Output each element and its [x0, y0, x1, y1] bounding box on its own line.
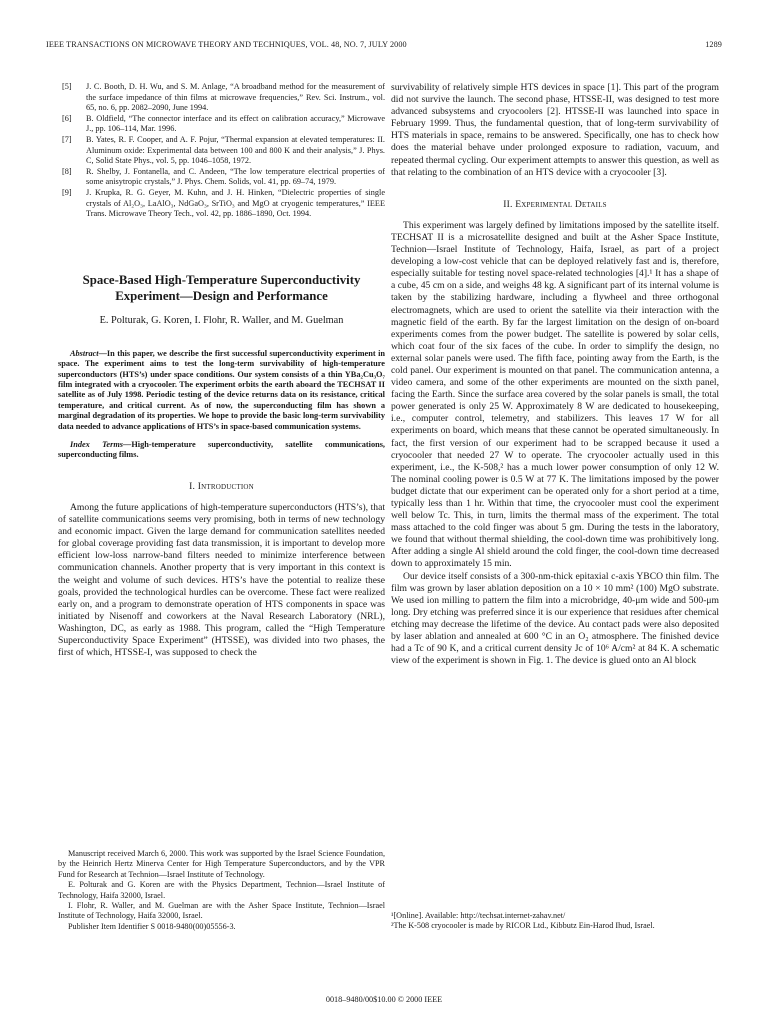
right-column — [391, 82, 719, 667]
body-paragraph: survivability of relatively simple HTS devices in space [1]. This part of the program did not survive the launch. The second phase, HTSSE-II, was designed to test more advanced subsystems and cryocoolers [2]. HTSSE-II was launched into space in February 1999. Thus, the fundamental question, that of long-term survivability of HTS materials in space, remains to be answered. Specifically, one has to check how does the material behave under prolonged exposure to radiation, vacuum, and repeated thermal cycling. Our experiment attempts to answer this question, as well as that relating to the combination of an HTS device with a cryocooler [3]. — [391, 82, 719, 178]
page-number: 1289 — [705, 40, 722, 49]
paper-title: Space-Based High-Temperature Superconductivity Experiment—Design and Performance — [82, 272, 361, 303]
reference-list — [58, 82, 385, 220]
reference-item: [9] J. Krupka, R. G. Geyer, M. Kuhn, and J. H. Hinken, “Dielectric properties of single crystals of Al₂O₃, LaAlO₃, NdGaO₃, SrTiO₃ and MgO at cryogenic temperatures,” IEEE Trans. Microwave Theory Tech., vol. 42, pp. 1886–1890, Oct. 1994. — [62, 187, 385, 219]
body-paragraph: Our device itself consists of a 300-nm-thick epitaxial c-axis YBCO thin film. The film was grown by laser ablation deposition on a 10 × 10 mm² (100) MgO substrate. We used ion milling to pattern the film into a microbridge, 40-μm wide and 500-μm long. Dry etching was preferred since it is our experience that residues after chemical etching may decrease the lifetime of the device. Au contact pads were also deposited by laser ablation and annealed at 600 °C in an O₂ atmosphere. The finished device had a Tc of 90 K, and a critical current density Jc of 10⁶ A/cm² at 84 K. A schematic view of the experiment is shown in Fig. 1. The device is glued onto an Al block — [391, 570, 719, 667]
reference-item: [6] B. Oldfield, “The connector interface and its effect on calibration accuracy,” Microwave J., pp. 106–114, Mar. 1996. — [62, 113, 385, 134]
publisher-id-note: Publisher Item Identifier S 0018-9480(00)05556-3. — [68, 921, 236, 931]
intro-paragraph: Among the future applications of high-temperature superconductors (HTS’s), that of satellite communications seems very promising, both in terms of new technology and economic impact. Given the large demand for communication satellites needed for global coverage providing fast data transmission, it is important to develop more efficient low-loss narrow-band filters needed to minimize interference between communication channels. Another property that is very important in this context is the weight and volume of such devices. HTS’s have the potential to realize these goals, provided the technological hurdles can be overcome. These fact were realized early on, and a program to demonstrate operation of HTS components in space was initiated by Nisenoff and coworkers at the Naval Research Laboratory (NRL), Washington, DC, as early as 1988. This program, called the “High Temperature Superconductivity Space Experiment” (HTSSE), was divided into two phases, the first of which, HTSSE-I, was supposed to check the — [58, 501, 385, 659]
abstract-label: Abstract— — [70, 348, 107, 358]
copyright-footer: 0018–9480/00$10.00 © 2000 IEEE — [325, 995, 443, 1004]
footnote-2: ²The K-508 cryocooler is made by RICOR Ltd., Kibbutz Ein-Harod Ihud, Israel. — [391, 921, 655, 931]
left-column — [58, 82, 385, 659]
affiliation-note: I. Flohr, R. Waller, and M. Guelman are with the Asher Space Institute, Technion—Israel Institute of Technology, Haifa 32000, Israel. — [58, 901, 385, 921]
footnote-1: ¹[Online]. Available: http://techsat.internet-zahav.net/ — [391, 911, 566, 920]
reference-item: [5] J. C. Booth, D. H. Wu, and S. M. Anlage, “A broadband method for the measurement of the surface impedance of thin films at microwave frequencies,” Rev. Sci. Instrum., vol. 65, no. 6, pp. 2082–2090, June 1994. — [62, 82, 385, 113]
first-page-footnotes — [58, 849, 385, 932]
paper-authors: E. Polturak, G. Koren, I. Flohr, R. Waller, and M. Guelman — [99, 314, 344, 326]
section-heading-experimental: II. Experimental Details — [503, 198, 607, 210]
body-paragraph: This experiment was largely defined by limitations imposed by the satellite itself. TECHSAT II is a microsatellite designed and built at the Asher Space Institute, Technion—Israel Institute of Technology, Haifa, Israel, as part of a project developing a low-cost vehicle that can be deployed relatively fast and is, therefore, especially suitable for testing novel space-related technologies [4].¹ It has a shape of a cube, 45 cm on a side, and weighs 48 kg. A significant part of its internal volume is taken by the stabilizing hardware, including a flywheel and three orthogonal electromagnets, which are used to orient the satellite via their interaction with the magnetic field of the earth. By far the largest limitation on the design of on-board experiments comes from the power budget. The satellite is powered by solar cells, which coat four of the six faces of the cube. In order to simplify the design, no external solar panels were used. The fifth face, pointing away from the Earth, is the cold panel. Our experiment is mounted on that panel. The communication antenna, a video camera, and some of the other experiments are mounted on the sixth panel, facing the Earth. Since the surface area covered by the solar panels is small, the total power generated is only 25 W. Approximately 8 W are dedicated to housekeeping, i.e., computer control, telemetry, and stabilizers. This leaves 17 W for all experiments on board, which means that these cannot be operated simultaneously. In fact, the first version of our experiment had to be scrapped because it used a cryocooler that needed 27 W to operate. The cryocooler actually used in this experiment, i.e., the K-508,² has a much lower power consumption of only 12 W. The nominal cooling power is 0.5 W at 77 K. The limitations imposed by the power budget dictate that our experiment can be operated only for a short period at a time, typically less than 1 hr. Within that time, the cryocooler must cool the experiment well below Tc. This, in turn, limits the thermal mass of the experiment. The total mass attached to the cold finger was about 5 gm. During the tests in the laboratory, we found that without thermal shielding, the cool-down time was prohibitively long. After adding a single Al shield around the cold finger, the cool-down time decreased down to approximately 15 min. — [391, 219, 719, 570]
reference-item: [8] R. Shelby, J. Fontanella, and C. Andeen, “The low temperature electrical properties of some anisytropic crystals,” J. Phys. Chem. Solids, vol. 41, pp. 69–74, 1979. — [62, 166, 385, 187]
abstract — [58, 349, 385, 432]
footnotes — [391, 911, 719, 932]
manuscript-note: Manuscript received March 6, 2000. This work was supported by the Israel Science Foundation, by the Heinrich Hertz Minerva Center for High Temperature Superconductors, and by the VPR Fund for Research at Technion—Israel Institute of Technology. — [58, 849, 385, 879]
section-heading-introduction: I. Introduction — [189, 480, 254, 492]
affiliation-note: E. Polturak and G. Koren are with the Physics Department, Technion—Israel Institute of Technology, Haifa 32000, Israel. — [58, 880, 385, 900]
journal-title: IEEE TRANSACTIONS ON MICROWAVE THEORY AND TECHNIQUES, VOL. 48, NO. 7, JULY 2000 — [46, 40, 407, 49]
index-terms — [58, 440, 385, 461]
index-terms-label: Index Terms— — [70, 440, 132, 450]
reference-item: [7] B. Yates, R. F. Cooper, and A. F. Pojur, “Thermal expansion at elevated temperatures: II. Aluminum oxide: Experimental data between 100 and 800 K and their analysis,” J. Phys. C, Solid State Phys., vol. 5, pp. 1046–1058, 1972. — [62, 134, 385, 166]
index-terms-text: High-temperature superconductivity, satellite communications, superconducting films. — [58, 440, 386, 460]
running-header — [46, 40, 722, 54]
abstract-text: In this paper, we describe the first successful superconductivity experiment in space. The experiment aims to test the long-term survivability of high-temperature superconductors (HTS’s) under space conditions. Our system consists of a thin YBa₂Cu₃O₇ film integrated with a cryocooler. The experiment orbits the earth aboard the TECHSAT II satellite as of July 1998. Periodic testing of the device returns data on its resistance, critical temperature, and critical current. As of now, the superconducting film has shown a marginal degradation of its properties. We hope to provide the basic long-term survivability data needed to advance applications of HTS’s in space-based communication systems. — [58, 348, 385, 431]
